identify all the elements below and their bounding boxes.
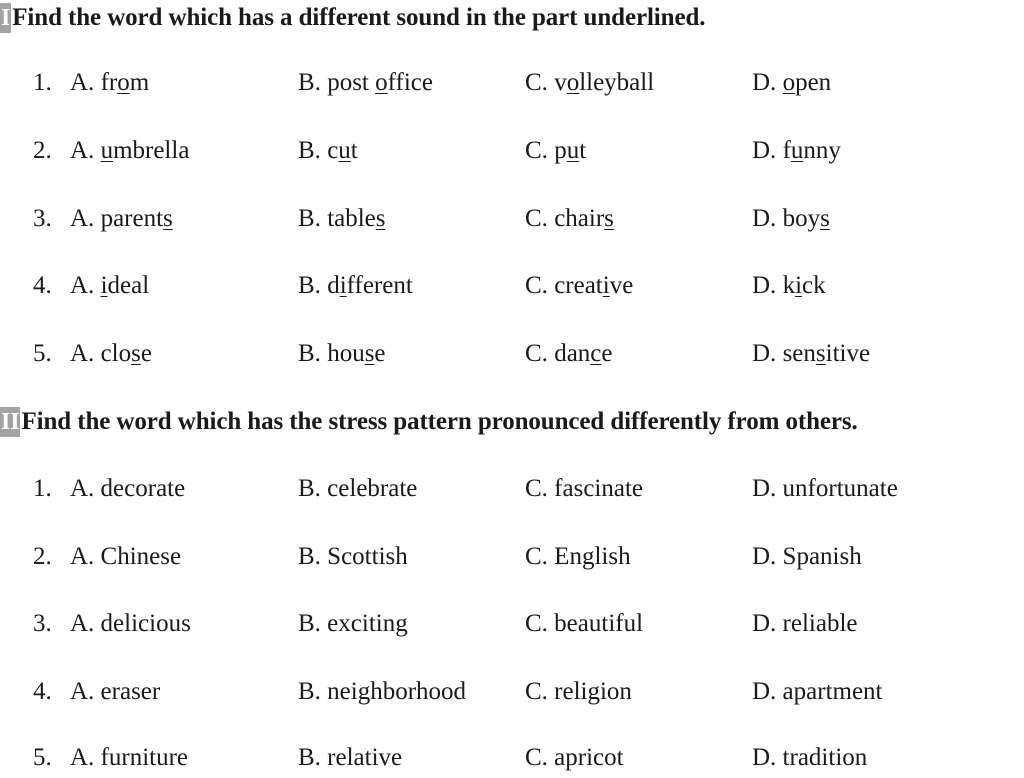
s2-question-2 (0, 537, 1024, 577)
option-c: C. English (525, 543, 631, 570)
option-c: C. beautiful (525, 610, 644, 637)
question-number: 3. (33, 610, 52, 637)
question-number: 3. (33, 205, 52, 232)
option-a: A. delicious (70, 610, 191, 637)
section-2-heading (0, 405, 858, 439)
s1-question-1 (0, 63, 1024, 103)
underlined-part: u (338, 137, 351, 164)
underlined-part: u (790, 137, 804, 164)
underlined-part: s (375, 205, 386, 232)
underlined-part: s (364, 340, 375, 367)
option-a: A. umbrella (70, 137, 190, 164)
underlined-part: o (782, 69, 796, 96)
section-1-number: I (1, 5, 11, 31)
underlined-part: s (820, 205, 830, 232)
option-c: C. dance (525, 340, 613, 367)
underlined-part: u (100, 137, 114, 164)
option-d: D. boys (752, 205, 830, 232)
option-c: C. chairs (525, 205, 614, 232)
option-a: A. eraser (70, 678, 161, 705)
s2-question-5 (0, 738, 1024, 778)
underlined-part: o (375, 69, 388, 96)
underlined-part: i (100, 272, 108, 299)
underlined-part: s (604, 205, 614, 232)
option-c: C. religion (525, 678, 632, 705)
question-number: 2. (33, 137, 52, 164)
option-a: A. from (70, 69, 150, 96)
option-b: B. celebrate (298, 475, 418, 502)
s1-question-2 (0, 131, 1024, 171)
option-d: D. Spanish (752, 543, 862, 570)
section-1-title: Find the word which has a different sound in the part underlined. (12, 4, 706, 31)
underlined-part: i (339, 272, 347, 299)
option-d: D. sensitive (752, 340, 871, 367)
option-b: B. house (298, 340, 386, 367)
s2-question-3 (0, 604, 1024, 644)
s2-question-1 (0, 469, 1024, 509)
question-number: 1. (33, 69, 52, 96)
option-c: C. volleyball (525, 69, 655, 96)
option-b: B. neighborhood (298, 678, 467, 705)
option-d: D. open (752, 69, 832, 96)
s1-question-4 (0, 266, 1024, 306)
option-b: B. relative (298, 744, 403, 771)
option-d: D. reliable (752, 610, 858, 637)
underlined-part: s (815, 340, 826, 367)
question-number: 4. (33, 678, 52, 705)
s1-question-3 (0, 199, 1024, 239)
underlined-part: o (566, 69, 580, 96)
option-d: D. funny (752, 137, 841, 164)
underlined-part: i (602, 272, 610, 299)
underlined-part: s (163, 205, 173, 232)
option-a: A. furniture (70, 744, 189, 771)
underlined-part: o (117, 69, 130, 96)
underlined-part: u (566, 137, 580, 164)
section-2-number: II (1, 409, 20, 435)
option-a: A. ideal (70, 272, 150, 299)
underlined-part: s (131, 340, 141, 367)
section-2-title: Find the word which has the stress pattern pronounced differently from others. (21, 408, 858, 435)
option-d: D. apartment (752, 678, 883, 705)
option-b: B. exciting (298, 610, 408, 637)
option-b: B. different (298, 272, 413, 299)
option-c: C. put (525, 137, 587, 164)
question-number: 1. (33, 475, 52, 502)
option-c: C. fascinate (525, 475, 644, 502)
option-c: C. creative (525, 272, 634, 299)
question-number: 5. (33, 340, 52, 367)
option-b: B. Scottish (298, 543, 408, 570)
option-b: B. cut (298, 137, 358, 164)
option-d: D. unfortunate (752, 475, 898, 502)
option-a: A. Chinese (70, 543, 182, 570)
question-number: 5. (33, 744, 52, 771)
question-number: 4. (33, 272, 52, 299)
section-1-heading (0, 1, 705, 35)
underlined-part: i (795, 272, 803, 299)
option-d: D. kick (752, 272, 826, 299)
underlined-part: c (590, 340, 602, 367)
option-c: C. apricot (525, 744, 624, 771)
option-d: D. tradition (752, 744, 868, 771)
option-b: B. post office (298, 69, 433, 96)
option-b: B. tables (298, 205, 386, 232)
option-a: A. decorate (70, 475, 186, 502)
option-a: A. close (70, 340, 152, 367)
s1-question-5 (0, 334, 1024, 374)
s2-question-4 (0, 672, 1024, 712)
option-a: A. parents (70, 205, 173, 232)
question-number: 2. (33, 543, 52, 570)
